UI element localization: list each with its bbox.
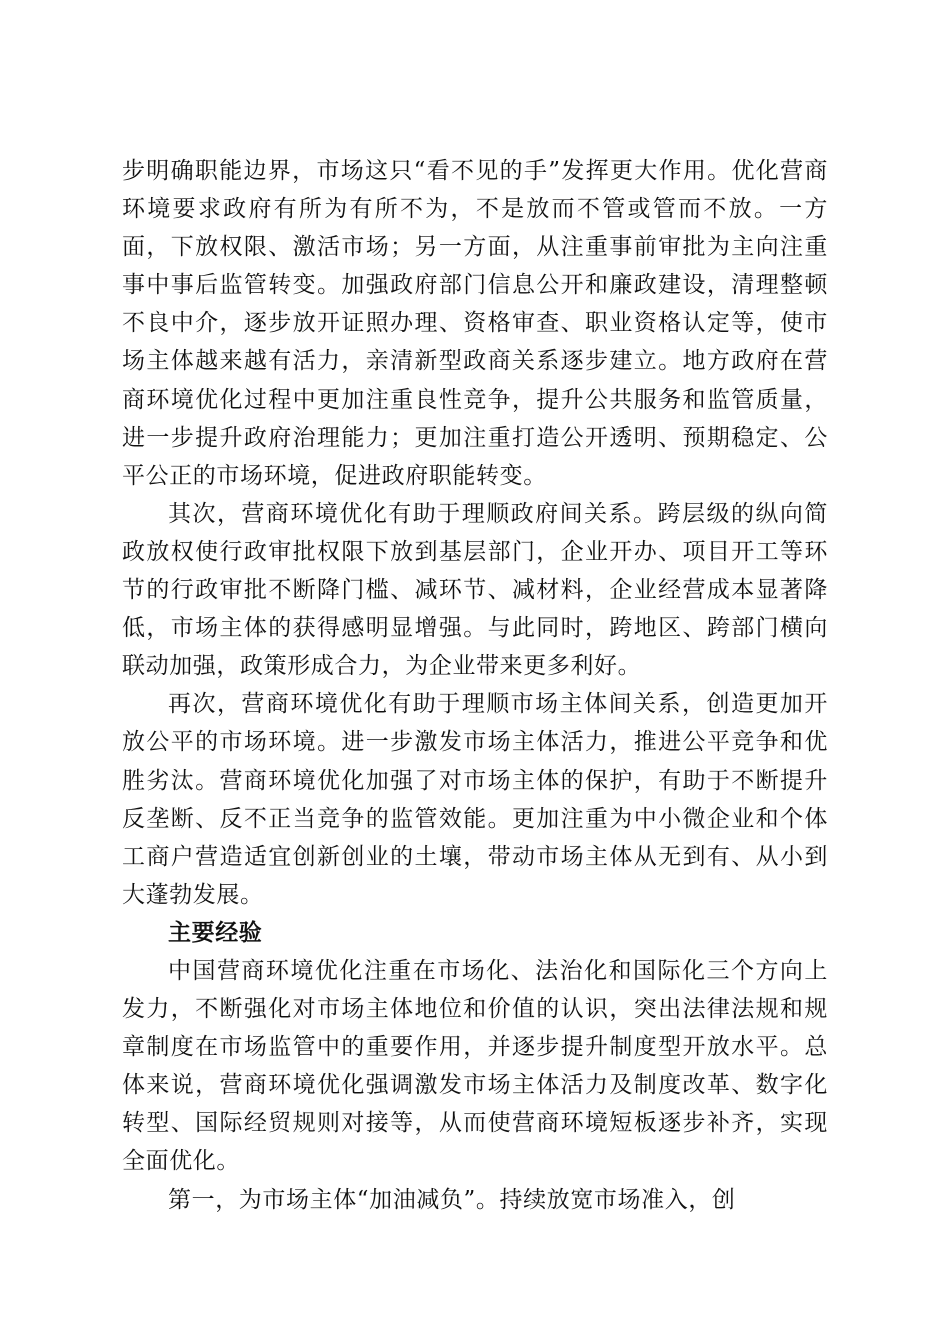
document-page	[122, 152, 828, 1219]
paragraph-intergovernmental-relations: 其次，营商环境优化有助于理顺政府间关系。跨层级的纵向简政放权使行政审批权限下放到基层部门，企业开办、项目开工等环节的行政审批不断降门槛、减环节、减材料，企业经营成本显著降低，市场主体的获得感明显增强。与此同时，跨地区、跨部门横向联动加强，政策形成合力，为企业带来更多利好。	[122, 500, 828, 680]
section-heading-main-experience: 主要经验	[168, 919, 263, 946]
paragraph-market-entity-relations: 再次，营商环境优化有助于理顺市场主体间关系，创造更加开放公平的市场环境。进一步激发市场主体活力，推进公平竞争和优胜劣汰。营商环境优化加强了对市场主体的保护，有助于不断提升反垄断、反不正当竞争的监管效能。更加注重为中小微企业和个体工商户营造适宜创新创业的土壤，带动市场主体从无到有、从小到大蓬勃发展。	[122, 691, 828, 908]
paragraph-main-experience: 中国营商环境优化注重在市场化、法治化和国际化三个方向上发力，不断强化对市场主体地位和价值的认识，突出法律法规和规章制度在市场监管中的重要作用，并逐步提升制度型开放水平。总体来说，营商环境优化强调激发市场主体活力及制度改革、数字化转型、国际经贸规则对接等，从而使营商环境短板逐步补齐，实现全面优化。	[122, 957, 828, 1175]
paragraph-first-point: 第一，为市场主体“加油减负”。持续放宽市场准入，创	[168, 1186, 736, 1213]
paragraph-continued: 步明确职能边界，市场这只“看不见的手”发挥更大作用。优化营商环境要求政府有所为有所不为，不是放而不管或管而不放。一方面，下放权限、激活市场；另一方面，从注重事前审批为主向注重事中事后监管转变。加强政府部门信息公开和廉政建设，清理整顿不良中介，逐步放开证照办理、资格审查、职业资格认定等，使市场主体越来越有活力，亲清新型政商关系逐步建立。地方政府在营商环境优化过程中更加注重良性竞争，提升公共服务和监管质量，进一步提升政府治理能力；更加注重打造公开透明、预期稳定、公平公正的市场环境，促进政府职能转变。	[122, 158, 828, 489]
